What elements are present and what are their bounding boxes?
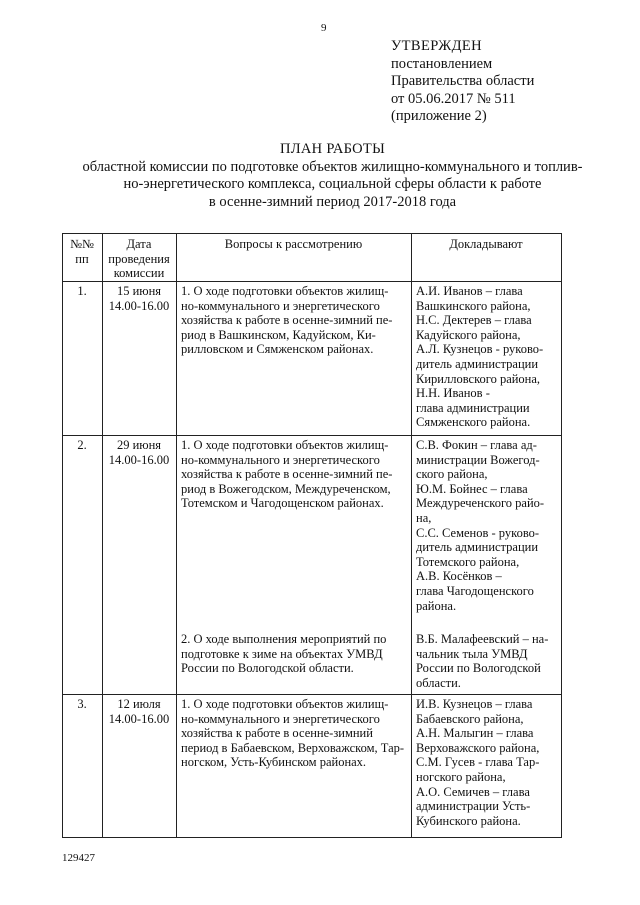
table-border (62, 233, 63, 838)
row-question: 1. О ходе подготовки объектов жилищ- но-коммунального и энергетического хозяйства к работе в осенне-зимний пе- риод в Вожегодском, Междуреченском, Тотемском и Чагодощенском районах. (181, 438, 393, 511)
work-plan-table (62, 233, 562, 838)
row-speakers: В.Б. Малафеевский – на- чальник тыла УМВД России по Вологодской области. (416, 632, 549, 690)
row-speakers: С.В. Фокин – глава ад- министрации Вожегод- ского района, Ю.М. Бойнес – глава Междуреченского райо- на, С.С. Семенов - руково- дитель администрации Тотемского района, А.В. Косёнков – глава Чагодощенского района. (416, 438, 545, 613)
row-question: 1. О ходе подготовки объектов жилищ- но-коммунального и энергетического хозяйства к работе в осенне-зимний период в Бабаевском, Верховажском, Тар- ногском, Усть-Кубинском районах. (181, 697, 405, 770)
row-speakers: А.И. Иванов – глава Вашкинского района, Н.С. Дектерев – глава Кадуйского района, А.Л. Кузнецов - руково- дитель администрации Кирилловского района, Н.Н. Иванов - глава администрации Сямженского района. (416, 284, 544, 430)
table-border (62, 837, 562, 838)
title-heading: ПЛАН РАБОТЫ (279, 141, 386, 157)
row-date: 12 июля 14.00-16.00 (108, 697, 170, 726)
table-border (62, 435, 562, 436)
table-border (62, 694, 562, 695)
row-speakers: И.В. Кузнецов – глава Бабаевского района, А.Н. Малыгин – глава Верховажского района, С.М. Гусев - глава Тар- ногского района, А.О. Семичев – глава администрации Усть- Кубинского района. (416, 697, 540, 828)
title-line: но-энергетического комплекса, социальной сферы области к работе (123, 176, 542, 192)
document-title (40, 141, 625, 211)
header-number: №№ пп (70, 237, 94, 266)
table-border (102, 233, 103, 838)
table-border (62, 233, 562, 234)
header-speakers: Докладывают (449, 237, 523, 251)
footer-code: 129427 (62, 852, 95, 864)
row-date: 29 июня 14.00-16.00 (108, 438, 170, 467)
page-number: 9 (321, 22, 327, 34)
row-number: 2. (77, 438, 87, 452)
title-line: областной комиссии по подготовке объектов жилищно-коммунального и топлив- (82, 158, 583, 175)
approval-title: УТВЕРЖДЕН (391, 38, 483, 54)
table-border (411, 233, 412, 838)
table-border (62, 281, 562, 282)
table-border (176, 233, 177, 838)
approval-line: от 05.06.2017 № 511 (391, 90, 516, 107)
header-date: Дата проведения комиссии (108, 237, 170, 281)
row-number: 3. (77, 697, 87, 711)
row-number: 1. (77, 284, 87, 298)
title-line: в осенне-зимний период 2017-2018 года (208, 193, 457, 210)
table-border (561, 233, 562, 838)
row-question: 1. О ходе подготовки объектов жилищ- но-коммунального и энергетического хозяйства к работе в осенне-зимний пе- риод в Вашкинском, Кадуйском, Ки- рилловском и Сямженском районах. (181, 284, 393, 357)
row-question: 2. О ходе выполнения мероприятий по подготовке к зиме на объектах УМВД России по Вологодской области. (181, 632, 387, 676)
row-date: 15 июня 14.00-16.00 (108, 284, 170, 313)
header-questions: Вопросы к рассмотрению (224, 237, 363, 251)
approval-line: (приложение 2) (391, 108, 487, 124)
approval-line: Правительства области (391, 73, 535, 89)
approval-block (391, 38, 534, 126)
approval-line: постановлением (391, 55, 493, 72)
